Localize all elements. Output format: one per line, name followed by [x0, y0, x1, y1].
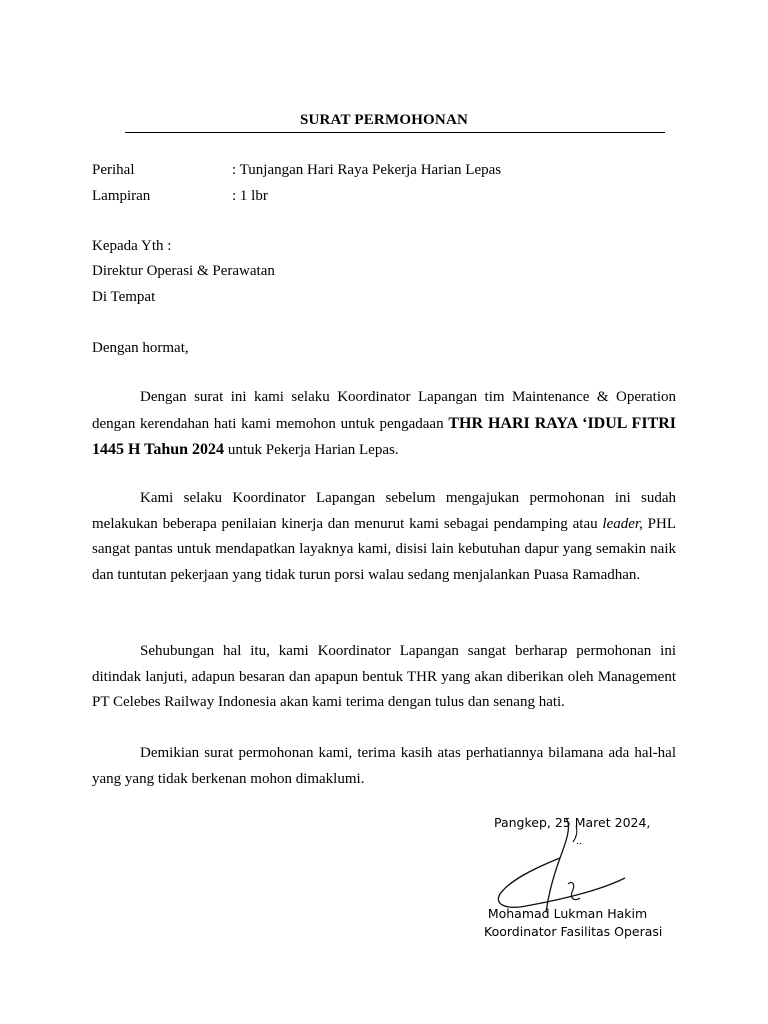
place-date: Pangkep, 25 Maret 2024,	[494, 815, 651, 830]
lampiran-row	[92, 188, 268, 205]
perihal-value: : Tunjangan Hari Raya Pekerja Harian Lepas	[232, 162, 502, 178]
paragraph-3	[92, 639, 676, 716]
paragraph-2-text-a: Kami selaku Koordinator Lapangan sebelum mengajukan permohonan ini sudah melakukan beberapa penilaian kinerja dan menurut kami sebagai pendamping atau	[92, 490, 676, 532]
paragraph-1-text-a: Dengan surat ini kami selaku Koordinator Lapangan tim Maintenance & Operation dengan kerendahan hati kami memohon untuk pengadaan	[92, 389, 676, 432]
letter-title: SURAT PERMOHONAN	[299, 112, 469, 128]
lampiran-label: Lampiran	[92, 188, 151, 204]
lampiran-value: : 1 lbr	[232, 188, 268, 204]
perihal-row	[92, 162, 501, 179]
paragraph-1	[92, 385, 676, 464]
paragraph-4	[92, 741, 676, 792]
title-underline	[125, 132, 665, 133]
paragraph-2-text-b: PHL sangat pantas untuk mendapatkan layaknya kami, disisi lain kebutuhan dapur yang semakin naik dan tuntutan pekerjaan yang tidak turun porsi walau sedang menjalankan Puasa Ramadhan.	[92, 515, 676, 583]
recipient-line-1: Kepada Yth :	[92, 238, 172, 254]
paragraph-2-italic: leader,	[602, 515, 643, 532]
salutation: Dengan hormat,	[92, 340, 189, 356]
paragraph-3-text: Sehubungan hal itu, kami Koordinator Lapangan sangat berharap permohonan ini ditindak lanjuti, adapun besaran dan apapun bentuk THR yang akan diberikan oleh Management PT Celebes Railway Indonesia akan kami terima dengan tulus dan senang hati.	[92, 643, 676, 711]
signer-name: Mohamad Lukman Hakim	[487, 906, 648, 921]
recipient-line-2: Direktur Operasi & Perawatan	[92, 263, 275, 279]
recipient-line-3: Di Tempat	[92, 289, 156, 305]
perihal-label: Perihal	[92, 162, 135, 178]
paragraph-1-bold: THR HARI RAYA ‘IDUL FITRI 1445 H Tahun 2024	[92, 414, 677, 459]
paragraph-1-text-b: untuk Pekerja Harian Lepas.	[224, 442, 399, 459]
paragraph-4-text: Demikian surat permohonan kami, terima kasih atas perhatiannya bilamana ada hal-hal yang yang tidak berkenan mohon dimaklumi.	[92, 745, 676, 787]
signer-position: Koordinator Fasilitas Operasi	[484, 924, 663, 939]
paragraph-2	[92, 486, 676, 588]
